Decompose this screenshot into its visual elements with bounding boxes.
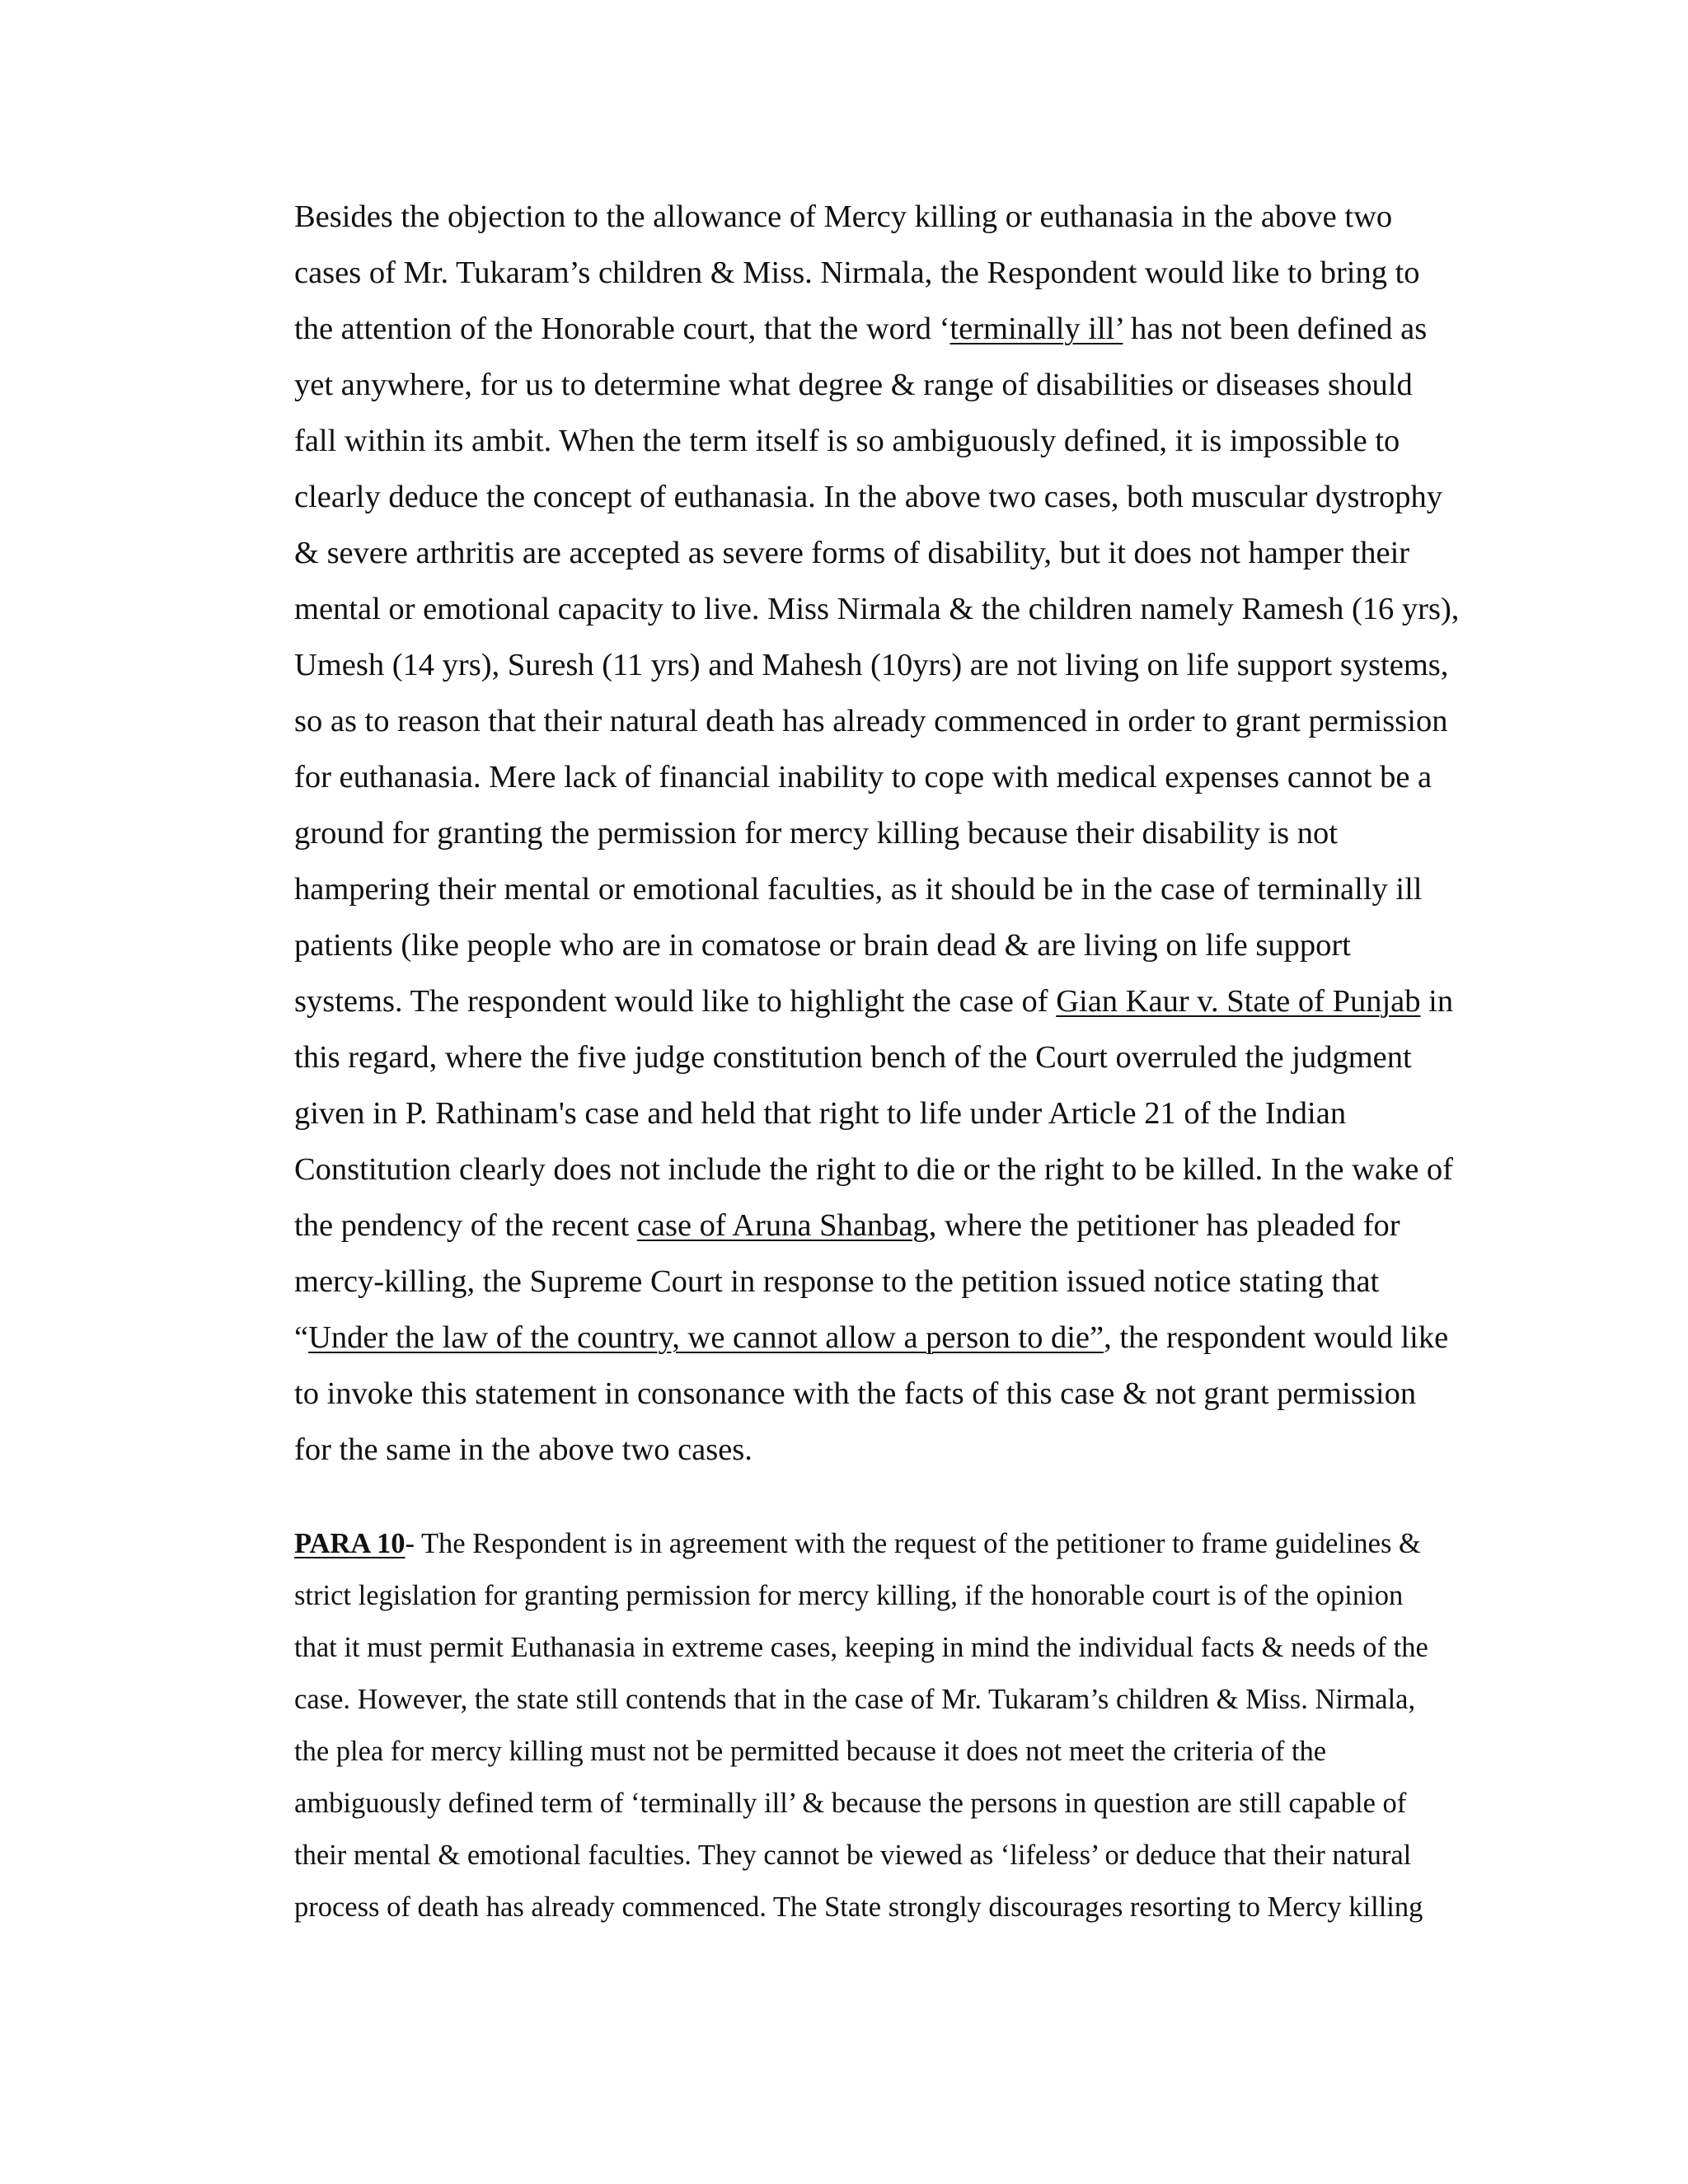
paragraph-1-line: Umesh (14 yrs), Suresh (11 yrs) and Mahesh (10yrs) are not living on life support systems,: [294, 648, 1449, 682]
line-text: has not been defined as: [1123, 312, 1428, 346]
paragraph-1-line: fall within its ambit. When the term itself is so ambiguously defined, it is impossible to: [294, 424, 1400, 458]
line-text: , where the petitioner has pleaded for: [928, 1208, 1400, 1243]
paragraph-1-line: Besides the objection to the allowance of Mercy killing or euthanasia in the above two: [294, 199, 1393, 234]
paragraph-1-line: [294, 309, 1427, 349]
case-citation-aruna-shanbag: case of Aruna Shanbag: [636, 1208, 929, 1243]
line-text: systems. The respondent would like to highlight the case of: [294, 984, 1057, 1019]
paragraph-1-line: & severe arthritis are accepted as severe forms of disability, but it does not hamper their: [294, 536, 1410, 570]
paragraph-2-line: ambiguously defined term of ‘terminally ill’ & because the persons in question are still capable of: [294, 1788, 1407, 1819]
underlined-term-terminally-ill: terminally ill’: [950, 312, 1123, 346]
paragraph-1-line: so as to reason that their natural death has already commenced in order to grant permission: [294, 704, 1448, 738]
paragraph-1-line: mental or emotional capacity to live. Miss Nirmala & the children namely Ramesh (16 yrs),: [294, 592, 1460, 626]
paragraph-1-line: clearly deduce the concept of euthanasia. In the above two cases, both muscular dystrophy: [294, 480, 1442, 514]
paragraph-1-line: for euthanasia. Mere lack of financial inability to cope with medical expenses cannot be a: [294, 760, 1432, 794]
line-text: - The Respondent is in agreement with the request of the petitioner to frame guidelines &: [405, 1528, 1421, 1559]
paragraph-1-line: yet anywhere, for us to determine what degree & range of disabilities or diseases should: [294, 368, 1413, 402]
line-text: “: [294, 1320, 309, 1355]
para-10-heading: PARA 10: [294, 1528, 406, 1559]
paragraph-1-line: to invoke this statement in consonance with the facts of this case & not grant permission: [294, 1376, 1417, 1411]
paragraph-1-line: [294, 1318, 1448, 1357]
line-text: the attention of the Honorable court, that the word ‘: [294, 312, 950, 346]
paragraph-2-line: process of death has already commenced. The State strongly discourages resorting to Mercy killing: [294, 1891, 1423, 1923]
paragraph-1-line: this regard, where the five judge constitution bench of the Court overruled the judgment: [294, 1040, 1412, 1075]
line-text: the pendency of the recent: [294, 1208, 637, 1243]
paragraph-1-line: patients (like people who are in comatose or brain dead & are living on life support: [294, 928, 1351, 963]
paragraph-2-line: their mental & emotional faculties. They cannot be viewed as ‘lifeless’ or deduce that their natural: [294, 1840, 1412, 1871]
paragraph-1-line: [294, 1206, 1400, 1245]
paragraph-2-line: strict legislation for granting permission for mercy killing, if the honorable court is of the opinion: [294, 1580, 1404, 1611]
line-text: in: [1420, 984, 1454, 1019]
paragraph-1-line: Constitution clearly does not include the right to die or the right to be killed. In the wake of: [294, 1152, 1454, 1187]
paragraph-1-line: for the same in the above two cases.: [294, 1432, 753, 1467]
paragraph-2-line: that it must permit Euthanasia in extreme cases, keeping in mind the individual facts & needs of the: [294, 1632, 1428, 1663]
paragraph-1-line: hampering their mental or emotional faculties, as it should be in the case of terminally ill: [294, 872, 1423, 907]
case-citation-gian-kaur: Gian Kaur v. State of Punjab: [1056, 984, 1421, 1019]
court-quote: Under the law of the country, we cannot allow a person to die”: [308, 1320, 1104, 1355]
paragraph-2-line: case. However, the state still contends that in the case of Mr. Tukaram’s children & Miss. Nirmala,: [294, 1684, 1416, 1715]
paragraph-2-line: [294, 1526, 1421, 1562]
paragraph-1-line: ground for granting the permission for mercy killing because their disability is not: [294, 816, 1338, 851]
paragraph-1-line: cases of Mr. Tukaram’s children & Miss. Nirmala, the Respondent would like to bring to: [294, 255, 1420, 290]
line-text: , the respondent would like: [1104, 1320, 1449, 1355]
paragraph-1-line: mercy-killing, the Supreme Court in response to the petition issued notice stating that: [294, 1264, 1380, 1299]
paragraph-1-line: [294, 982, 1453, 1021]
paragraph-2-line: the plea for mercy killing must not be permitted because it does not meet the criteria of the: [294, 1736, 1327, 1767]
paragraph-1-line: given in P. Rathinam's case and held that right to life under Article 21 of the Indian: [294, 1096, 1347, 1131]
